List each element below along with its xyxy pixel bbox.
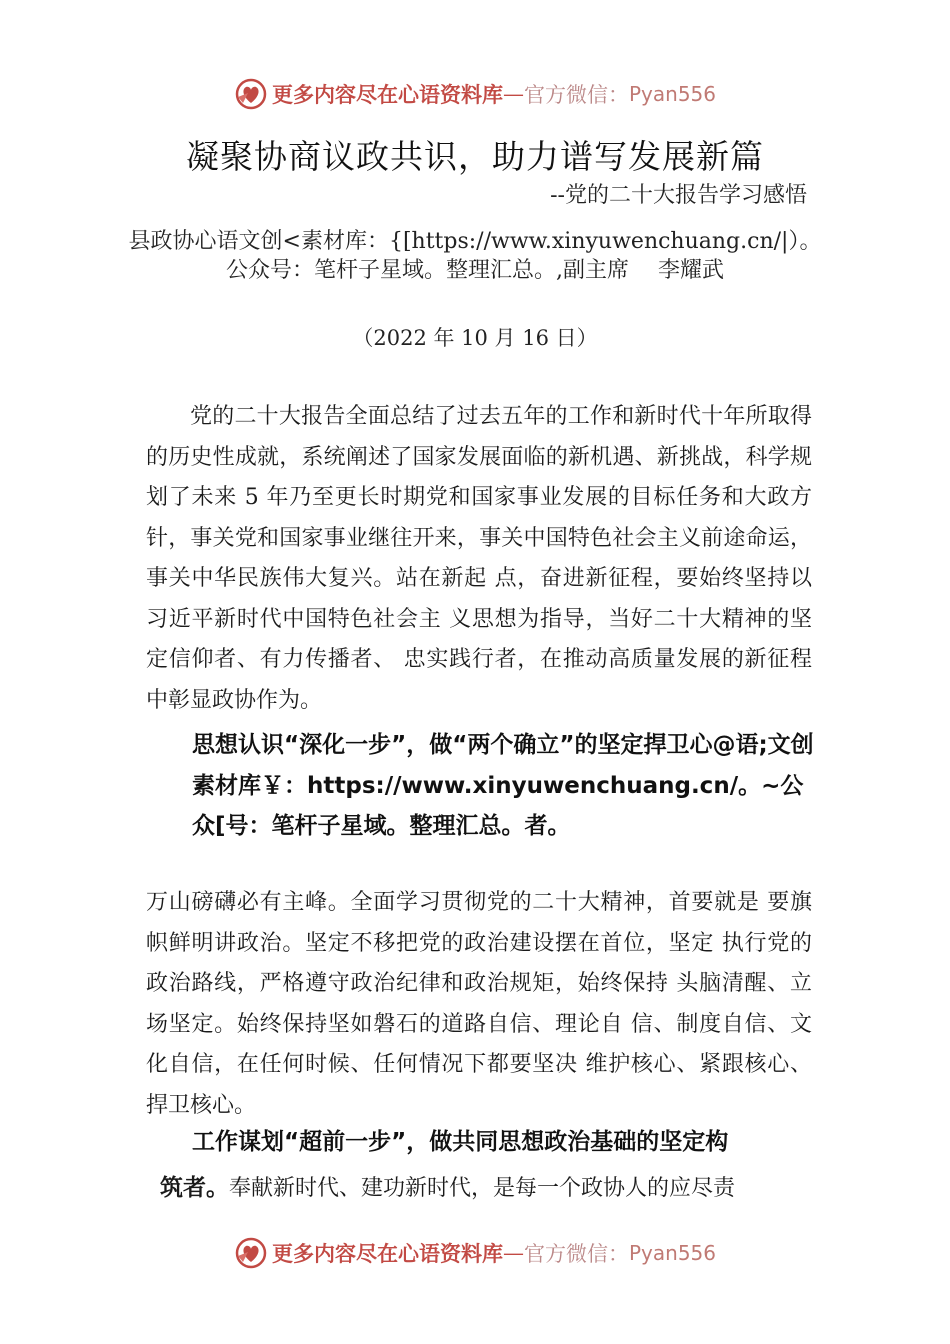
document-subtitle: --党的二十大报告学习感悟: [550, 183, 807, 208]
header-watermark: [0, 74, 950, 114]
watermark-separator: —: [502, 82, 524, 106]
watermark-brand: 更多内容尽在心语资料库: [271, 1241, 503, 1266]
section-heading-2: 工作谋划“超前一步”，做共同思想政治基础的坚定构: [192, 1129, 729, 1155]
heart-logo-icon: [234, 1236, 268, 1270]
section-heading-1: 思想认识“深化一步”，做“两个确立”的坚定捍卫心@语;文创素材库￥：https://www.xinyuwenchuang.cn/。~公众[号：笔杆子星域。整理汇总。者。: [192, 732, 814, 839]
body-paragraph-1: 党的二十大报告全面总结了过去五年的工作和新时代十年所取得的历史性成就，系统阐述了国家发展面临的新机遇、新挑战，科学规划了未来 5 年乃至更长时期党和国家事业发展的目标任务和大政方针，事关党和国家事业继往开来，事关中国特色社会主义前途命运，事关中华民族伟大复兴。站在新起 点，奋进新征程，要始终坚持以习近平新时代中国特色社会主 义思想为指导，当好二十大精神的坚定信仰者、有力传播者、 忠实践行者，在推动高质量发展的新征程中彰显政协作为。: [146, 404, 812, 713]
watermark-separator: —: [502, 1241, 524, 1265]
document-date: （2022 年 10 月 16 日）: [352, 326, 598, 350]
watermark-wechat-id: Pyan556: [628, 82, 716, 106]
footer-watermark: [0, 1233, 950, 1273]
watermark-wechat-id: Pyan556: [628, 1241, 716, 1265]
author-line: 县政协心语文创<素材库：{[https://www.xinyuwenchuang.cn/|）。公众号：笔杆子星域。整理汇总。,副主席 李耀武: [128, 229, 822, 283]
paragraph-3-text: 奉献新时代、建功新时代，是每一个政协人的应尽责: [229, 1176, 736, 1201]
watermark-wechat-label: 官方微信：: [523, 83, 629, 107]
watermark-wechat-label: 官方微信：: [523, 1242, 629, 1266]
body-paragraph-2: 万山磅礴必有主峰。全面学习贯彻党的二十大精神，首要就是 要旗帜鲜明讲政治。坚定不移把党的政治建设摆在首位，坚定 执行党的政治路线，严格遵守政治纪律和政治规矩，始终保持 头脑清醒、立场坚定。始终保持坚如磐石的道路自信、理论自 信、制度自信、文化自信，在任何时候、任何情况下都要坚决 维护核心、紧跟核心、捍卫核心。: [146, 890, 812, 1118]
watermark-brand: 更多内容尽在心语资料库: [271, 82, 503, 107]
paragraph-3-lead: 筑者。: [160, 1175, 229, 1201]
body-paragraph-3: [160, 1168, 820, 1209]
heart-logo-icon: [234, 77, 268, 111]
document-title: 凝聚协商议政共识，助力谱写发展新篇: [186, 137, 764, 176]
